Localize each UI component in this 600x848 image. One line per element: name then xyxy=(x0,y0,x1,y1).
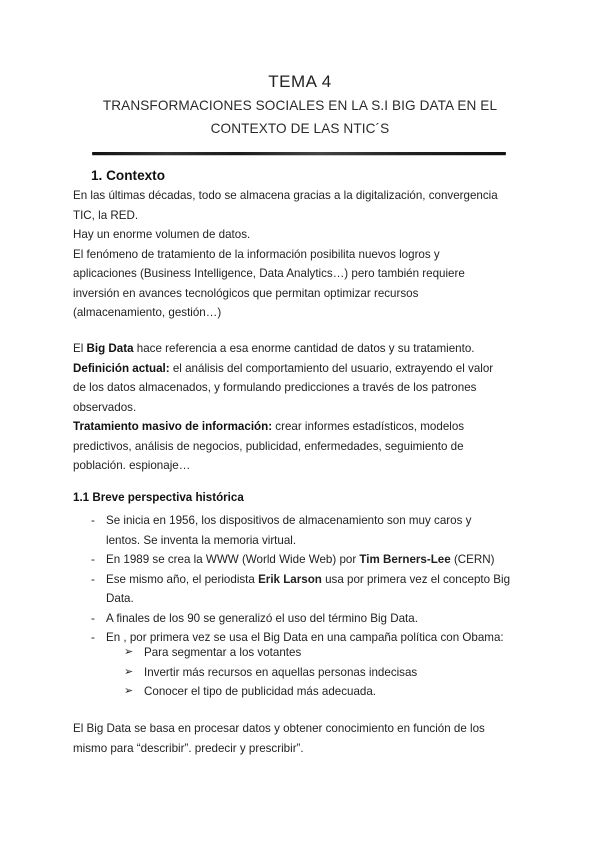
arrow-bullet-icon: ➢ xyxy=(124,685,134,697)
intro-line-3: Hay un enorme volumen de datos. xyxy=(73,228,251,241)
intro-paragraph xyxy=(73,186,533,323)
definicion-text-1: el análisis del comportamiento del usuario, extrayendo el valor xyxy=(169,361,494,375)
history-item-2-prefix: En 1989 se crea la WWW (World Wide Web) por xyxy=(106,553,360,566)
intro-line-1: En las últimas décadas, todo se almacena gracias a la digitalización, convergencia xyxy=(73,189,498,202)
campaign-subitem-2-text: Invertir más recursos en aquellas personas indecisas xyxy=(144,665,418,679)
intro-line-7: (almacenamiento, gestión…) xyxy=(73,306,222,319)
history-item-2 xyxy=(73,550,543,570)
intro-line-2: TIC, la RED. xyxy=(73,208,139,222)
section-heading-contexto: 1. Contexto xyxy=(91,168,166,183)
document-title: TEMA 4 xyxy=(268,72,332,91)
intro-line-6: inversión en avances tecnológicos que permitan optimizar recursos xyxy=(73,286,419,300)
campaign-subitem-3 xyxy=(124,682,524,702)
history-item-1 xyxy=(73,511,543,550)
intro-line-4: El fenómeno de tratamiento de la información posibilita nuevos logros y xyxy=(73,247,440,261)
history-item-4-line: A finales de los 90 se generalizó el uso del término Big Data. xyxy=(106,611,418,625)
closing-line-1: El Big Data se basa en procesar datos y obtener conocimiento en función de los xyxy=(73,722,485,735)
dash-bullet: - xyxy=(91,553,95,566)
closing-paragraph xyxy=(73,719,553,758)
bigdata-term: Big Data xyxy=(86,342,134,355)
definicion-line-2: de los datos almacenados, y formulando predicciones a través de los patrones xyxy=(73,381,477,394)
document-subtitle-line1: TRANSFORMACIONES SOCIALES EN LA S.I BIG DATA EN EL xyxy=(102,98,498,113)
bigdata-prefix: El xyxy=(73,342,87,355)
arrow-bullet-icon: ➢ xyxy=(124,646,134,658)
tratamiento-line-2: predictivos, análisis de negocios, publicidad, enfermedades, seguimiento de xyxy=(73,439,464,453)
history-list xyxy=(73,511,543,648)
history-item-2-name: Tim Berners-Lee xyxy=(359,553,451,566)
document-subtitle-line2: CONTEXTO DE LAS NTIC´S xyxy=(210,121,390,136)
dash-bullet: - xyxy=(91,572,95,586)
definicion-term: Definición actual: xyxy=(73,361,170,375)
history-item-3 xyxy=(73,570,543,609)
history-item-3-name: Erik Larson xyxy=(258,572,322,586)
history-item-1-line-2: lentos. Se inventa la memoria virtual. xyxy=(106,533,297,547)
campaign-sublist xyxy=(124,643,524,702)
history-item-2-line xyxy=(106,550,543,570)
tratamiento-line-1 xyxy=(73,417,533,437)
bigdata-paragraph xyxy=(73,339,533,476)
tratamiento-line-3: población. espionaje… xyxy=(73,459,191,472)
intro-line-5: aplicaciones (Business Intelligence, Data Analytics…) pero también requiere xyxy=(73,267,465,280)
history-item-2-suffix: (CERN) xyxy=(450,553,495,566)
title-divider-shadow xyxy=(92,155,506,156)
tratamiento-term: Tratamiento masivo de información: xyxy=(73,420,273,433)
history-item-3-suffix: usa por primera vez el concepto Big xyxy=(321,572,511,586)
campaign-subitem-3-text: Conocer el tipo de publicidad más adecuada. xyxy=(144,685,377,698)
bigdata-line xyxy=(73,339,533,359)
history-item-4 xyxy=(73,609,543,629)
history-item-3-line-1 xyxy=(106,570,543,590)
dash-bullet: - xyxy=(91,611,95,625)
history-item-3-prefix: Ese mismo año, el periodista xyxy=(106,572,259,586)
definicion-line-1 xyxy=(73,359,533,379)
definicion-line-3: observados. xyxy=(73,400,137,414)
tratamiento-text-1: crear informes estadísticos, modelos xyxy=(272,420,465,433)
arrow-bullet-icon: ➢ xyxy=(124,665,134,678)
campaign-subitem-1-text: Para segmentar a los votantes xyxy=(144,646,302,659)
campaign-subitem-2 xyxy=(124,663,524,683)
dash-bullet: - xyxy=(91,514,95,527)
campaign-subitem-1 xyxy=(124,643,524,663)
history-item-5-line: En , por primera vez se usa el Big Data en una campaña política con Obama: xyxy=(106,631,504,644)
history-item-3-line-2: Data. xyxy=(106,592,134,605)
dash-bullet: - xyxy=(91,631,95,644)
bigdata-rest: hace referencia a esa enorme cantidad de datos y su tratamiento. xyxy=(133,342,475,355)
closing-line-2: mismo para “describir”. predecir y prescribir”. xyxy=(73,741,304,755)
section-heading-historia: 1.1 Breve perspectiva histórica xyxy=(73,491,244,504)
history-item-1-line-1: Se inicia en 1956, los dispositivos de almacenamiento son muy caros y xyxy=(106,514,472,527)
